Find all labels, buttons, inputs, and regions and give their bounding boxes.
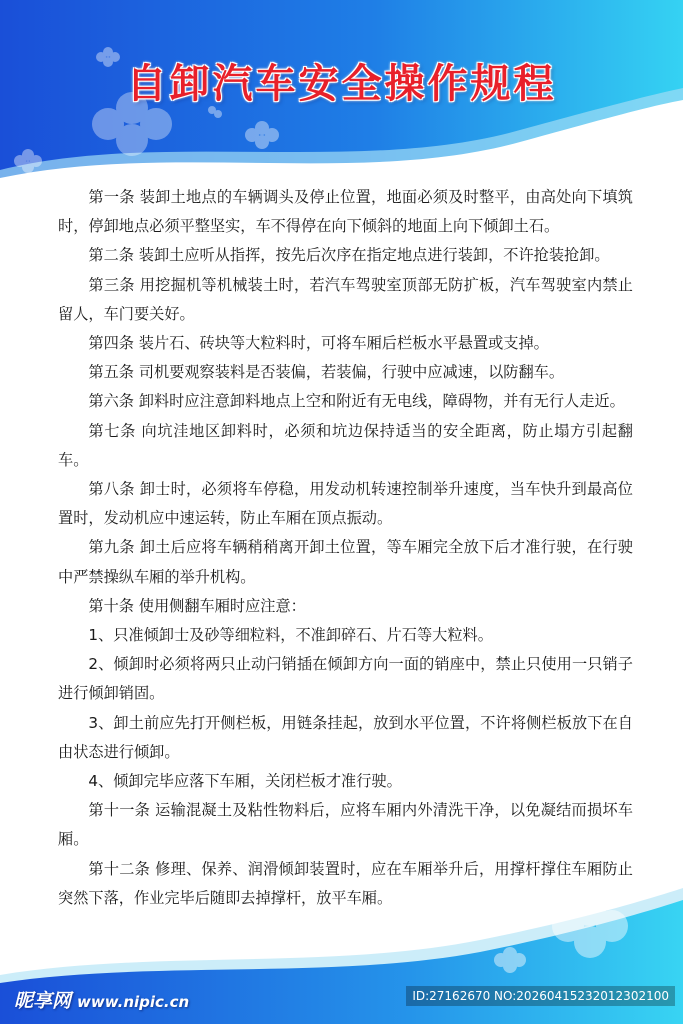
page-title: 自卸汽车安全操作规程 [126,61,557,107]
article-12: 第十二条 修理、保养、润滑倾卸装置时，应在车厢举升后，用撑杆撑住车厢防止突然下落，作业完毕后随即去掉撑杆，放平车厢。 [58,859,633,907]
article-10-item-3: 3、卸土前应先打开侧栏板，用链条挂起，放到水平位置，不许将侧栏板放下在自由状态进行倾卸。 [58,713,633,761]
regulation-text [58,183,633,913]
article-10-item-4: 4、倾卸完毕应落下车厢，关闭栏板才准行驶。 [88,772,402,791]
article-1: 第一条 装卸土地点的车辆调头及停止位置，地面必须及时整平，由高处向下填筑时，停卸地点必须平整坚实，车不得停在向下倾斜的地面上向下倾卸土石。 [58,188,633,236]
watermark-id: ID:27162670 NO:20260415232012302100 [406,986,675,1006]
article-5: 第五条 司机要观察装料是否装偏，若装偏，行驶中应减速，以防翻车。 [88,363,565,382]
article-6: 第六条 卸料时应注意卸料地点上空和附近有无电线，障碍物，并有无行人走近。 [88,392,625,411]
article-7: 第七条 向坑洼地区卸料时，必须和坑边保持适当的安全距离，防止塌方引起翻车。 [58,421,633,469]
article-10-item-2: 2、倾卸时必须将两只止动闩销插在倾卸方向一面的销座中，禁止只使用一只销子进行倾卸销固。 [58,655,633,703]
article-2: 第二条 装卸土应听从指挥，按先后次序在指定地点进行装卸，不许抢装抢卸。 [88,246,610,265]
article-9: 第九条 卸土后应将车辆稍稍离开卸土位置，等车厢完全放下后才准行驶，在行驶中严禁操纵车厢的举升机构。 [58,538,633,586]
watermark-brand [14,986,189,1013]
watermark-brand-name: 昵享网 [14,990,72,1012]
article-10-item-1: 1、只准倾卸士及砂等细粒料，不准卸碎石、片石等大粒料。 [88,626,493,645]
article-8: 第八条 卸士时，必须将车停稳，用发动机转速控制举升速度，当车快升到最高位置时，发动机应中速运转，防止车厢在顶点振动。 [58,480,633,528]
article-11: 第十一条 运输混凝土及粘性物料后，应将车厢内外清洗干净，以免凝结而损坏车厢。 [58,801,633,849]
article-3: 第三条 用挖掘机等机械装土时，若汽车驾驶室顶部无防扩板，汽车驾驶室内禁止留人，车门要关好。 [58,275,633,323]
article-10: 第十条 使用侧翻车厢时应注意： [88,596,306,615]
article-4: 第四条 装片石、砖块等大粒料时，可将车厢后栏板水平悬置或支掉。 [88,334,549,353]
watermark-site: www.nipic.cn [77,993,190,1011]
